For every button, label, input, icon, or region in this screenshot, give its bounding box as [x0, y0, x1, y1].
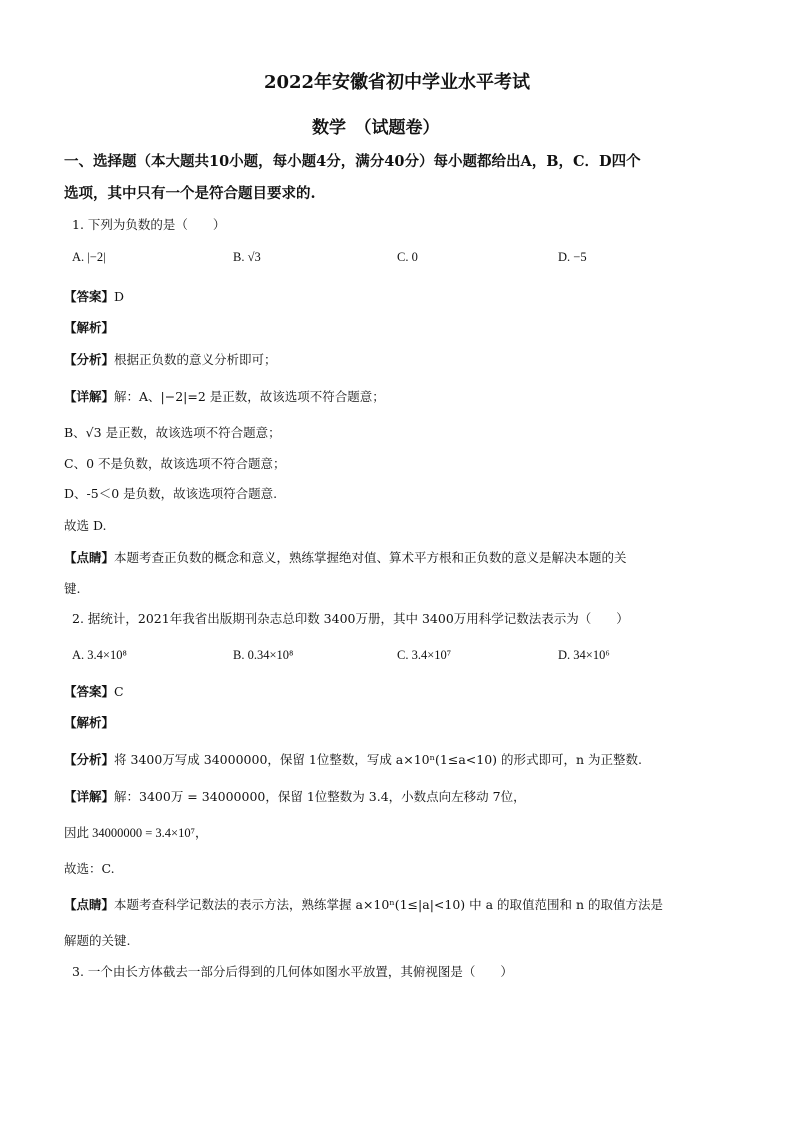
q1-dianjing-cont: 键.: [64, 581, 81, 596]
question-3-stem: 3. 一个由长方体截去一部分后得到的几何体如图水平放置，其俯视图是（ ）: [72, 964, 513, 979]
q2-option-c: C. 3.4×10⁷: [397, 648, 452, 662]
q2-option-d: D. 34×10⁶: [558, 648, 610, 662]
q2-answer: 【答案】C: [64, 684, 124, 699]
question-1-stem: 1. 下列为负数的是（ ）: [72, 217, 226, 232]
q2-dianjing: 【点睛】本题考查科学记数法的表示方法，熟练掌握 a×10ⁿ(1≤|a|<10) 中 a 的取值范围和 n 的取值方法是: [64, 897, 664, 912]
question-2-stem: 2. 据统计，2021年我省出版期刊杂志总印数 3400万册，其中 3400万用科学记数法表示为（ ）: [72, 611, 629, 626]
q2-dianjing-cont: 解题的关键.: [64, 933, 131, 948]
q2-guxuan: 故选：C.: [64, 861, 115, 876]
q2-option-b: B. 0.34×10⁸: [233, 648, 294, 662]
q1-answer: 【答案】D: [64, 289, 125, 304]
q2-line2: 因此 34000000 = 3.4×10⁷，: [64, 826, 208, 840]
q1-option-a: A. |−2|: [72, 250, 106, 264]
q1-line-b: B、√3 是正数，故该选项不符合题意；: [64, 425, 281, 440]
section-heading: 一、选择题（本大题共10小题，每小题4分，满分40分）每小题都给出A，B，C．D四个: [64, 153, 641, 170]
q1-fenxi: 【分析】根据正负数的意义分析即可；: [64, 352, 277, 367]
paper-subtitle: 数学 （试题卷）: [312, 118, 440, 138]
q2-option-a: A. 3.4×10⁸: [72, 648, 127, 662]
section-heading-cont: 选项，其中只有一个是符合题目要求的.: [64, 185, 316, 202]
q1-xiangjie: 【详解】解：A、|−2|=2 是正数，故该选项不符合题意；: [64, 389, 385, 404]
q1-line-c: C、0 不是负数，故该选项不符合题意；: [64, 456, 286, 471]
q1-option-b: B. √3: [233, 250, 261, 264]
q1-jiexi: 【解析】: [64, 320, 115, 335]
q2-jiexi: 【解析】: [64, 715, 115, 730]
q1-guxuan: 故选 D.: [64, 518, 107, 533]
q1-dianjing: 【点睛】本题考查正负数的概念和意义，熟练掌握绝对值、算术平方根和正负数的意义是解决本题的关: [64, 550, 627, 565]
q1-option-d: D. −5: [558, 250, 587, 264]
q1-option-c: C. 0: [397, 250, 418, 264]
paper-title: 2022年安徽省初中学业水平考试: [263, 72, 531, 93]
q2-fenxi: 【分析】将 3400万写成 34000000，保留 1位整数，写成 a×10ⁿ(1≤a<10) 的形式即可，n 为正整数.: [64, 752, 643, 767]
q2-xiangjie: 【详解】解：3400万 = 34000000，保留 1位整数为 3.4，小数点向左移动 7位，: [64, 789, 526, 804]
q1-line-d: D、-5＜0 是负数，故该选项符合题意.: [64, 486, 278, 501]
